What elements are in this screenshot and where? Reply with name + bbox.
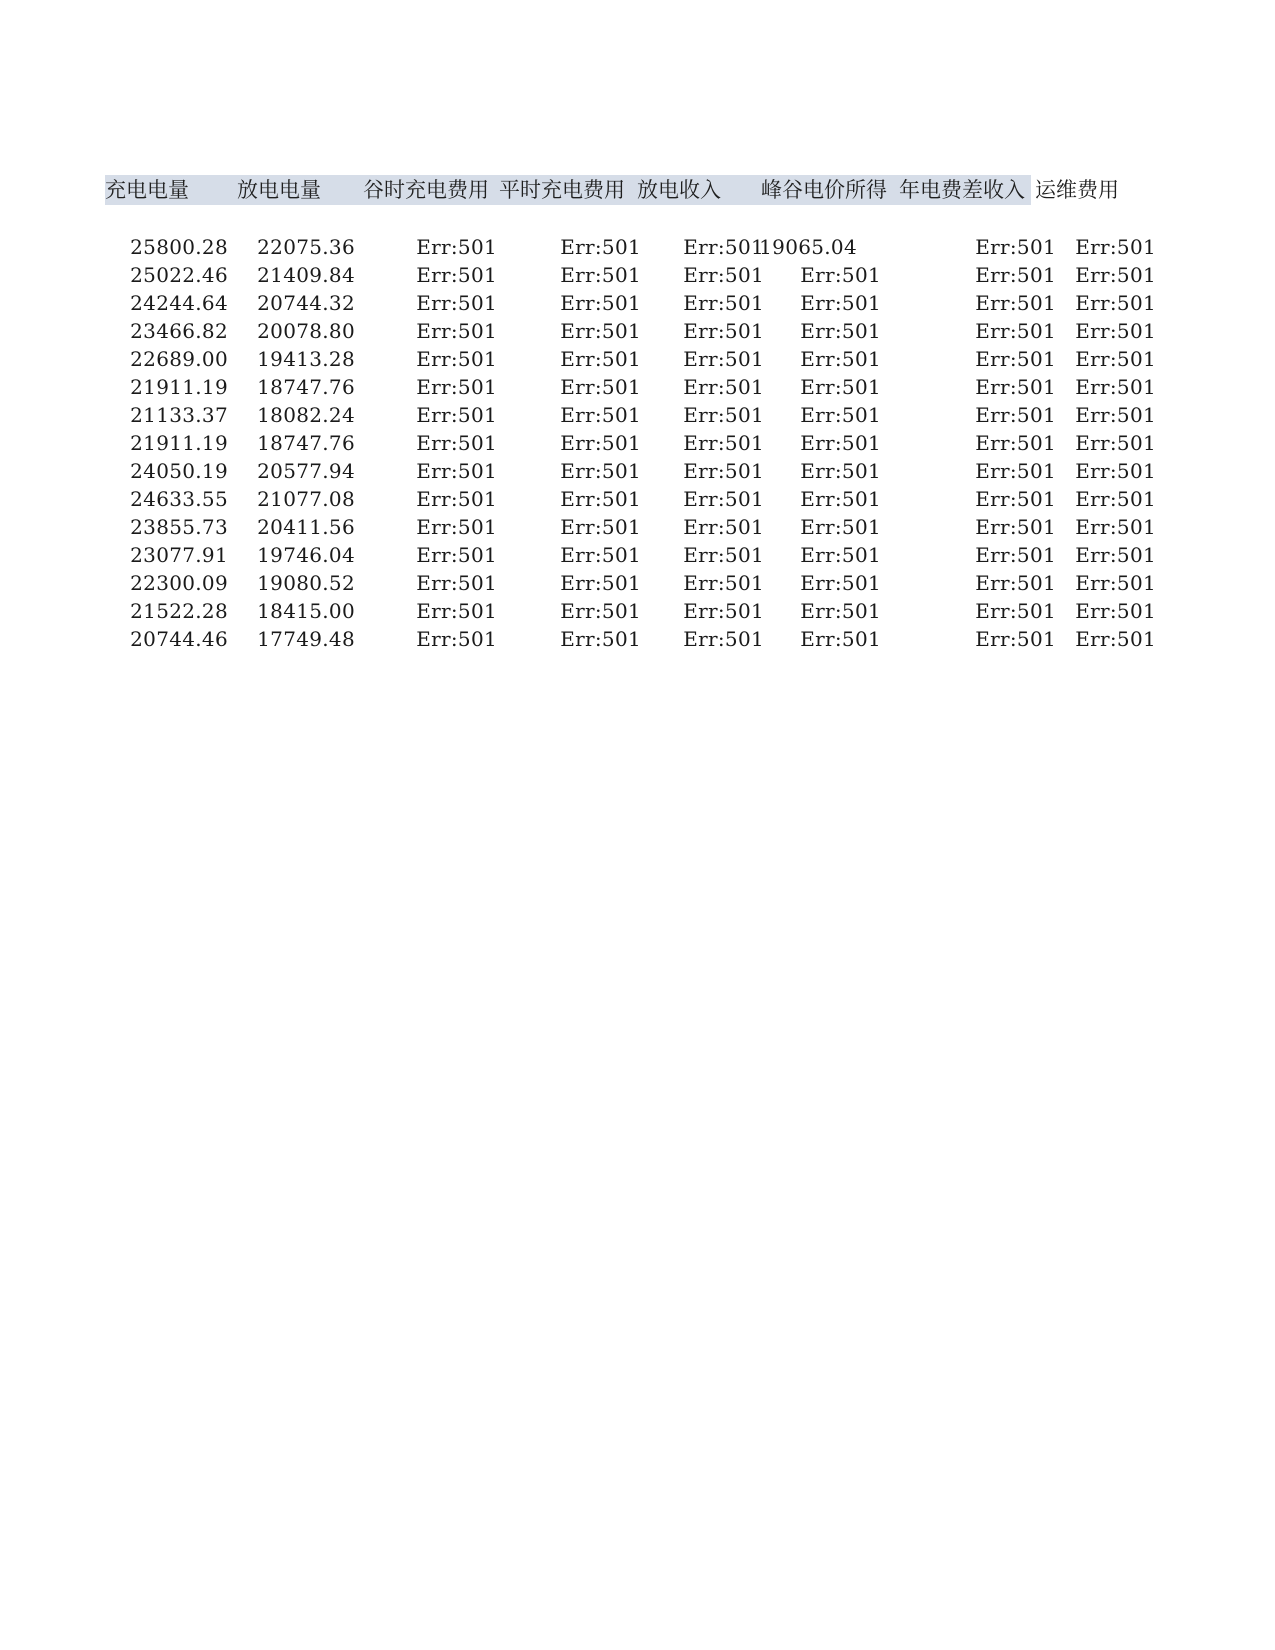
table-cell: Err:501 — [683, 263, 764, 287]
table-cell: 17749.48 — [257, 627, 355, 651]
table-row — [0, 541, 1275, 569]
header-maintenance-cost-label: 运维费用 — [1035, 178, 1119, 202]
table-cell: Err:501 — [683, 319, 764, 343]
table-cell: Err:501 — [1075, 543, 1156, 567]
header-valley-charge-cost — [353, 175, 493, 205]
table-cell: Err:501 — [800, 347, 881, 371]
table-cell: Err:501 — [800, 627, 881, 651]
table-cell: Err:501 — [1075, 263, 1156, 287]
table-cell: Err:501 — [975, 599, 1056, 623]
table-cell: 24244.64 — [130, 291, 228, 315]
table-cell: Err:501 — [683, 599, 764, 623]
table-cell: Err:501 — [560, 487, 641, 511]
table-cell: Err:501 — [1075, 431, 1156, 455]
table-cell: Err:501 — [683, 459, 764, 483]
table-cell: Err:501 — [1075, 347, 1156, 371]
table-cell: Err:501 — [560, 319, 641, 343]
table-cell: Err:501 — [560, 347, 641, 371]
table-cell: Err:501 — [975, 235, 1056, 259]
table-cell: Err:501 — [560, 263, 641, 287]
table-row — [0, 289, 1275, 317]
table-cell: Err:501 — [683, 375, 764, 399]
table-cell: Err:501 — [975, 291, 1056, 315]
table-cell: Err:501 — [683, 403, 764, 427]
table-row — [0, 345, 1275, 373]
table-cell: 18747.76 — [257, 375, 355, 399]
table-cell: Err:501 — [800, 431, 881, 455]
table-cell: 18747.76 — [257, 431, 355, 455]
table-cell: Err:501 — [800, 459, 881, 483]
header-discharge-income-label: 放电收入 — [637, 178, 721, 202]
table-cell: Err:501 — [800, 599, 881, 623]
table-row — [0, 625, 1275, 653]
table-cell: 20744.46 — [130, 627, 228, 651]
table-cell: Err:501 — [800, 515, 881, 539]
header-discharge-energy — [227, 175, 353, 205]
table-cell: 25022.46 — [130, 263, 228, 287]
table-cell: 21522.28 — [130, 599, 228, 623]
table-cell: 21911.19 — [130, 431, 228, 455]
table-cell: 20577.94 — [257, 459, 355, 483]
table-cell: 24050.19 — [130, 459, 228, 483]
table-cell: Err:501 — [1075, 319, 1156, 343]
table-cell: Err:501 — [975, 515, 1056, 539]
header-flat-charge-cost-label: 平时充电费用 — [499, 178, 625, 202]
header-discharge-income — [631, 175, 751, 205]
table-cell: 18082.24 — [257, 403, 355, 427]
table-cell: Err:501 — [1075, 571, 1156, 595]
table-cell: 18415.00 — [257, 599, 355, 623]
table-row — [0, 373, 1275, 401]
table-cell: Err:501 — [800, 487, 881, 511]
table-cell: Err:501 — [560, 375, 641, 399]
table-cell: Err:501 — [560, 431, 641, 455]
table-cell: Err:501 — [800, 375, 881, 399]
table-cell: Err:501 — [416, 319, 497, 343]
table-row — [0, 317, 1275, 345]
table-cell: 22075.36 — [257, 235, 355, 259]
table-cell: Err:501 — [416, 459, 497, 483]
table-cell: Err:501 — [975, 627, 1056, 651]
table-cell: Err:501 — [416, 571, 497, 595]
table-cell: Err:501 — [683, 291, 764, 315]
table-cell: 19065.04 — [759, 235, 857, 259]
table-cell: 23466.82 — [130, 319, 228, 343]
table-cell: 19080.52 — [257, 571, 355, 595]
table-cell: Err:501 — [416, 235, 497, 259]
table-cell: Err:501 — [416, 263, 497, 287]
table-cell: Err:501 — [683, 347, 764, 371]
table-cell: Err:501 — [975, 347, 1056, 371]
table-cell: Err:501 — [800, 291, 881, 315]
table-cell: Err:501 — [800, 571, 881, 595]
table-cell: Err:501 — [683, 431, 764, 455]
table-cell: 22300.09 — [130, 571, 228, 595]
table-cell: Err:501 — [416, 291, 497, 315]
table-cell: Err:501 — [683, 235, 764, 259]
table-cell: Err:501 — [683, 487, 764, 511]
header-peak-valley-gain-label: 峰谷电价所得 — [761, 178, 887, 202]
table-row — [0, 429, 1275, 457]
table-cell: Err:501 — [975, 263, 1056, 287]
table-row — [0, 513, 1275, 541]
table-cell: Err:501 — [416, 627, 497, 651]
table-cell: Err:501 — [975, 571, 1056, 595]
table-cell: 22689.00 — [130, 347, 228, 371]
table-cell: 20078.80 — [257, 319, 355, 343]
table-cell: Err:501 — [560, 571, 641, 595]
table-cell: 21077.08 — [257, 487, 355, 511]
table-row — [0, 457, 1275, 485]
table-cell: Err:501 — [1075, 235, 1156, 259]
table-row — [0, 401, 1275, 429]
table-cell: Err:501 — [683, 515, 764, 539]
table-cell: Err:501 — [1075, 599, 1156, 623]
table-cell: Err:501 — [560, 291, 641, 315]
table-cell: Err:501 — [975, 487, 1056, 511]
table-cell: Err:501 — [975, 459, 1056, 483]
table-row — [0, 597, 1275, 625]
header-valley-charge-cost-label: 谷时充电费用 — [363, 178, 489, 202]
table-cell: Err:501 — [1075, 515, 1156, 539]
table-cell: Err:501 — [1075, 627, 1156, 651]
table-row — [0, 261, 1275, 289]
table-cell: 23077.91 — [130, 543, 228, 567]
table-cell: Err:501 — [560, 403, 641, 427]
table-row — [0, 569, 1275, 597]
table-cell: Err:501 — [560, 627, 641, 651]
table-cell: Err:501 — [975, 375, 1056, 399]
table-cell: Err:501 — [560, 543, 641, 567]
table-row — [0, 485, 1275, 513]
table-cell: 23855.73 — [130, 515, 228, 539]
header-flat-charge-cost — [493, 175, 631, 205]
table-cell: 24633.55 — [130, 487, 228, 511]
table-cell: 21911.19 — [130, 375, 228, 399]
table-cell: Err:501 — [800, 543, 881, 567]
header-annual-fee-diff-income — [891, 175, 1031, 205]
table-cell: Err:501 — [560, 515, 641, 539]
header-charge-energy: 充电电量 — [105, 175, 227, 205]
table-row — [0, 233, 1275, 261]
table-cell: Err:501 — [1075, 375, 1156, 399]
header-maintenance-cost — [1031, 175, 1131, 205]
table-cell: Err:501 — [1075, 487, 1156, 511]
table-cell: 19413.28 — [257, 347, 355, 371]
table-cell: Err:501 — [800, 403, 881, 427]
header-annual-fee-diff-income-label: 年电费差收入 — [899, 178, 1025, 202]
table-cell: 20411.56 — [257, 515, 355, 539]
table-cell: Err:501 — [975, 319, 1056, 343]
table-cell: Err:501 — [416, 347, 497, 371]
table-cell: 21133.37 — [130, 403, 228, 427]
table-cell: Err:501 — [1075, 459, 1156, 483]
table-cell: Err:501 — [1075, 403, 1156, 427]
table-cell: Err:501 — [416, 403, 497, 427]
table-cell: Err:501 — [416, 599, 497, 623]
table-cell: Err:501 — [683, 571, 764, 595]
table-cell: Err:501 — [800, 319, 881, 343]
table-cell: Err:501 — [800, 263, 881, 287]
table-cell: 21409.84 — [257, 263, 355, 287]
table-cell: Err:501 — [560, 599, 641, 623]
table-cell: Err:501 — [560, 459, 641, 483]
header-peak-valley-gain — [751, 175, 891, 205]
table-cell: Err:501 — [416, 515, 497, 539]
table-cell: Err:501 — [975, 543, 1056, 567]
table-cell: Err:501 — [416, 487, 497, 511]
table-cell: Err:501 — [560, 235, 641, 259]
table-cell: Err:501 — [416, 543, 497, 567]
table-cell: Err:501 — [975, 431, 1056, 455]
table-cell: 20744.32 — [257, 291, 355, 315]
header-discharge-energy-label: 放电电量 — [237, 178, 321, 202]
table-cell: 19746.04 — [257, 543, 355, 567]
table-cell: Err:501 — [1075, 291, 1156, 315]
table-cell: Err:501 — [683, 543, 764, 567]
table-cell: Err:501 — [416, 375, 497, 399]
table-cell: Err:501 — [683, 627, 764, 651]
table-cell: 25800.28 — [130, 235, 228, 259]
table-cell: Err:501 — [975, 403, 1056, 427]
table-cell: Err:501 — [416, 431, 497, 455]
